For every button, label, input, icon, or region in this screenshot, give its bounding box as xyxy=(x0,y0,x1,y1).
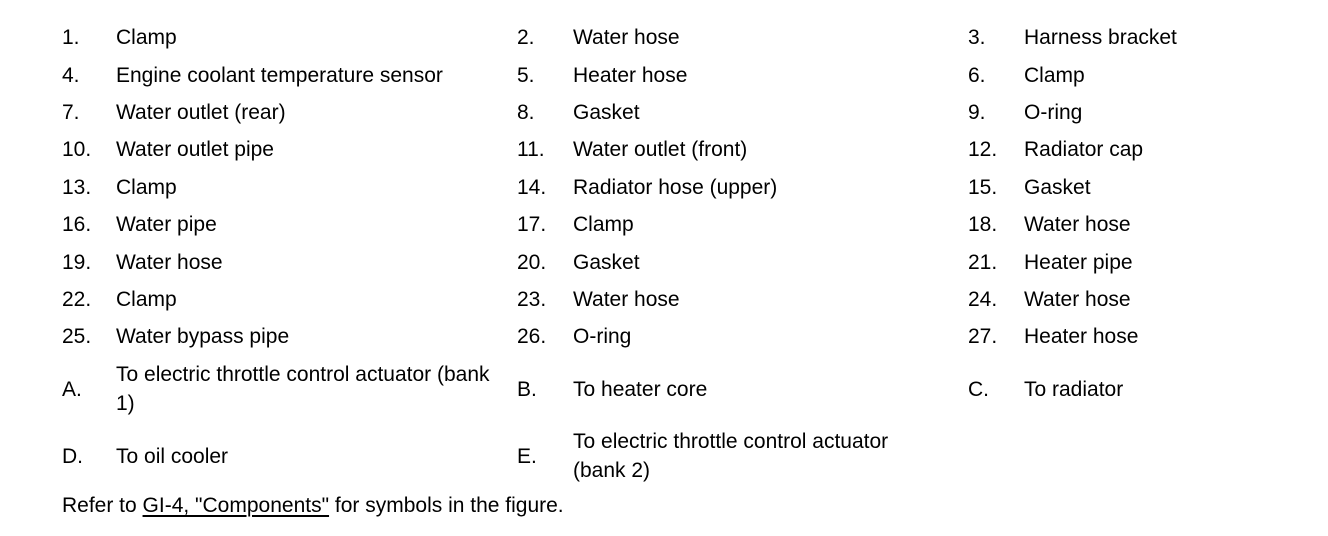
legend-row xyxy=(0,94,1328,131)
legend-label: Heater hose xyxy=(1024,325,1139,349)
legend-number: 3. xyxy=(968,26,986,50)
legend-label: To electric throttle control actuator (bank 2) xyxy=(573,430,889,483)
legend-entry xyxy=(968,375,1123,404)
legend-entry xyxy=(968,135,1143,164)
legend-label: Water bypass pipe xyxy=(116,325,290,349)
legend-number: 15. xyxy=(968,175,998,199)
legend-entry xyxy=(62,61,443,90)
legend-entry xyxy=(517,248,640,277)
legend-number: 25. xyxy=(62,325,92,349)
legend-number: 6. xyxy=(968,63,986,87)
legend-number: 14. xyxy=(517,175,547,199)
legend-label: Gasket xyxy=(573,100,640,124)
legend-label: Water pipe xyxy=(116,213,217,237)
components-link[interactable]: GI-4, "Components" xyxy=(142,494,330,517)
legend-entry xyxy=(62,322,289,351)
legend-row xyxy=(0,318,1328,355)
legend-row xyxy=(0,131,1328,168)
legend-entry xyxy=(62,173,177,202)
parts-legend xyxy=(0,19,1328,490)
legend-entry xyxy=(968,61,1085,90)
legend-entry xyxy=(968,98,1082,127)
legend-entry xyxy=(517,322,631,351)
legend-row xyxy=(0,19,1328,56)
legend-number: 2. xyxy=(517,26,535,50)
legend-number: D. xyxy=(62,444,83,468)
legend-number: 16. xyxy=(62,213,92,237)
legend-number: 12. xyxy=(968,138,998,162)
legend-row xyxy=(0,281,1328,318)
legend-label: O-ring xyxy=(573,325,632,349)
legend-entry xyxy=(517,173,777,202)
legend-number: 1. xyxy=(62,26,80,50)
legend-number: E. xyxy=(517,444,537,468)
legend-label: Water hose xyxy=(573,26,680,50)
legend-label: Clamp xyxy=(1024,63,1085,87)
legend-number: 26. xyxy=(517,325,547,349)
legend-entry xyxy=(517,210,634,239)
legend-label: To oil cooler xyxy=(116,444,229,468)
legend-number: 19. xyxy=(62,250,92,274)
legend-label: Heater pipe xyxy=(1024,250,1133,274)
legend-number: A. xyxy=(62,377,82,401)
legend-row xyxy=(0,169,1328,206)
legend-label: Clamp xyxy=(573,213,634,237)
legend-entry xyxy=(62,23,177,52)
legend-label: Gasket xyxy=(1024,175,1091,199)
legend-entry xyxy=(517,427,943,485)
legend-number: 17. xyxy=(517,213,547,237)
legend-number: 8. xyxy=(517,100,535,124)
legend-number: 11. xyxy=(517,138,545,162)
legend-label: Clamp xyxy=(116,175,177,199)
legend-row xyxy=(0,423,1328,490)
legend-number: 5. xyxy=(517,63,535,87)
legend-entry xyxy=(62,135,274,164)
legend-number: 4. xyxy=(62,63,80,87)
legend-entry xyxy=(968,210,1131,239)
legend-label: Harness bracket xyxy=(1024,26,1177,50)
legend-label: Clamp xyxy=(116,287,177,311)
legend-label: Water hose xyxy=(1024,287,1131,311)
legend-label: To heater core xyxy=(573,377,708,401)
legend-row xyxy=(0,56,1328,93)
legend-label: Water outlet (front) xyxy=(573,138,748,162)
legend-label: Engine coolant temperature sensor xyxy=(116,63,443,87)
legend-entry xyxy=(968,285,1131,314)
legend-label: Water hose xyxy=(116,250,223,274)
legend-number: 21. xyxy=(968,250,998,274)
legend-number: B. xyxy=(517,377,537,401)
legend-entry xyxy=(62,360,496,418)
legend-label: Water hose xyxy=(573,287,680,311)
legend-entry xyxy=(968,322,1138,351)
legend-label: To electric throttle control actuator (bank 1) xyxy=(116,363,490,416)
reference-prefix: Refer to xyxy=(62,494,143,517)
reference-suffix: for symbols in the figure. xyxy=(329,494,564,517)
legend-number: C. xyxy=(968,377,989,401)
legend-label: Radiator cap xyxy=(1024,138,1144,162)
legend-number: 13. xyxy=(62,175,92,199)
legend-number: 10. xyxy=(62,138,92,162)
legend-number: 27. xyxy=(968,325,998,349)
legend-number: 9. xyxy=(968,100,986,124)
legend-label: Clamp xyxy=(116,26,177,50)
legend-entry xyxy=(62,285,177,314)
legend-entry xyxy=(62,98,286,127)
legend-label: Gasket xyxy=(573,250,640,274)
reference-note xyxy=(62,491,564,520)
legend-entry xyxy=(968,248,1133,277)
legend-number: 7. xyxy=(62,100,80,124)
legend-entry xyxy=(62,442,228,471)
legend-label: Radiator hose (upper) xyxy=(573,175,778,199)
legend-number: 24. xyxy=(968,287,998,311)
legend-label: To radiator xyxy=(1024,377,1124,401)
legend-label: Water hose xyxy=(1024,213,1131,237)
legend-entry xyxy=(62,210,217,239)
legend-number: 22. xyxy=(62,287,92,311)
legend-number: 18. xyxy=(968,213,998,237)
legend-entry xyxy=(517,135,747,164)
legend-entry xyxy=(517,23,680,52)
legend-entry xyxy=(517,98,640,127)
legend-number: 23. xyxy=(517,287,547,311)
legend-number: 20. xyxy=(517,250,547,274)
legend-label: O-ring xyxy=(1024,100,1083,124)
legend-label: Heater hose xyxy=(573,63,688,87)
legend-entry xyxy=(517,375,707,404)
legend-row xyxy=(0,206,1328,243)
legend-row xyxy=(0,243,1328,280)
legend-entry xyxy=(62,248,223,277)
legend-entry xyxy=(968,23,1177,52)
legend-label: Water outlet (rear) xyxy=(116,100,286,124)
legend-entry xyxy=(517,61,687,90)
legend-entry xyxy=(968,173,1091,202)
legend-entry xyxy=(517,285,680,314)
legend-row xyxy=(0,356,1328,423)
legend-label: Water outlet pipe xyxy=(116,138,274,162)
